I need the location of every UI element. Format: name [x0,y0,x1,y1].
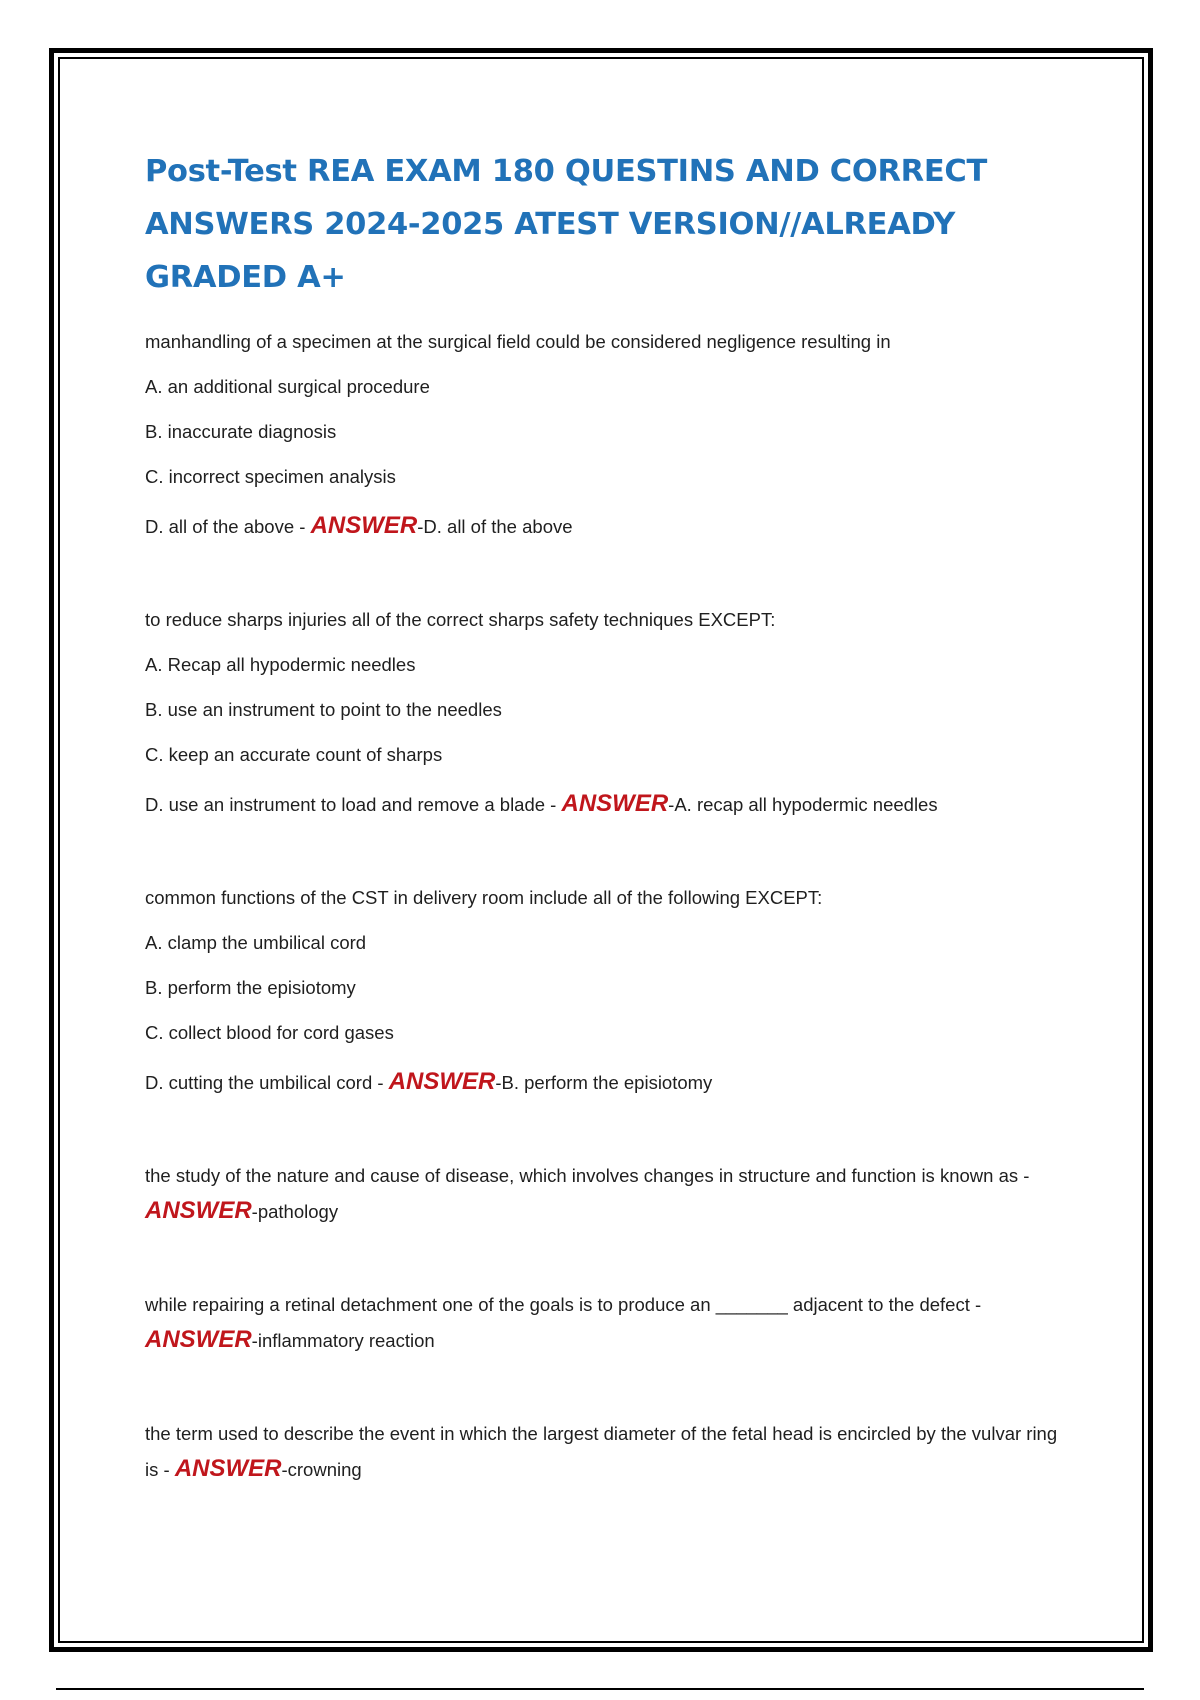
answer-label: ANSWER [310,512,418,539]
answer-value: -A. recap all hypodermic needles [668,794,938,815]
question-option: A. Recap all hypodermic needles [145,654,416,675]
question-option: B. inaccurate diagnosis [145,421,337,442]
question-prompt: common functions of the CST in delivery room include all of the following EXCEPT: [145,887,823,908]
answer-value: -D. all of the above [417,516,573,537]
document-content [145,145,1075,1487]
question-6 [145,1416,1075,1487]
answer-line [145,508,1075,544]
question-option: C. keep an accurate count of sharps [145,744,443,765]
question-prompt-with-answer [145,1158,1075,1229]
answer-label: ANSWER [388,1068,496,1095]
question-1 [145,324,1075,544]
question-option: D. cutting the umbilical cord - [145,1072,384,1093]
question-4 [145,1158,1075,1229]
question-2 [145,602,1075,822]
question-option: B. use an instrument to point to the needles [145,699,502,720]
question-prompt: manhandling of a specimen at the surgical field could be considered negligence resulting in [145,331,891,352]
question-prompt: to reduce sharps injuries all of the correct sharps safety techniques EXCEPT: [145,609,776,630]
question-prompt-with-answer [145,1287,1075,1358]
question-option: A. clamp the umbilical cord [145,932,367,953]
bottom-divider [56,1688,1144,1690]
question-option: B. perform the episiotomy [145,977,356,998]
question-option: D. use an instrument to load and remove a blade - [145,794,557,815]
question-prompt: the term used to describe the event in which the largest diameter of the fetal head is encircled by the vulvar ring is - [145,1423,1058,1480]
question-option: C. incorrect specimen analysis [145,466,396,487]
answer-label: ANSWER [561,790,669,817]
answer-value: -pathology [251,1201,339,1222]
question-option: D. all of the above - [145,516,306,537]
answer-line [145,786,1075,822]
answer-value: -B. perform the episiotomy [495,1072,713,1093]
question-option: C. collect blood for cord gases [145,1022,394,1043]
question-3 [145,880,1075,1100]
question-prompt: the study of the nature and cause of disease, which involves changes in structure and function is known as - [145,1165,1030,1186]
question-5 [145,1287,1075,1358]
answer-value: -crowning [281,1459,362,1480]
answer-value: -inflammatory reaction [251,1330,435,1351]
answer-label: ANSWER [145,1326,252,1353]
document-title: Post-Test REA EXAM 180 QUESTINS AND CORRECT ANSWERS 2024-2025 ATEST VERSION//ALREADY GRADED A+ [145,154,987,295]
answer-label: ANSWER [174,1455,282,1482]
answer-label: ANSWER [145,1197,252,1224]
question-option: A. an additional surgical procedure [145,376,430,397]
question-prompt-with-answer [145,1416,1075,1487]
question-prompt: while repairing a retinal detachment one of the goals is to produce an _______ adjacent to the defect - [145,1294,982,1315]
answer-line [145,1064,1075,1100]
